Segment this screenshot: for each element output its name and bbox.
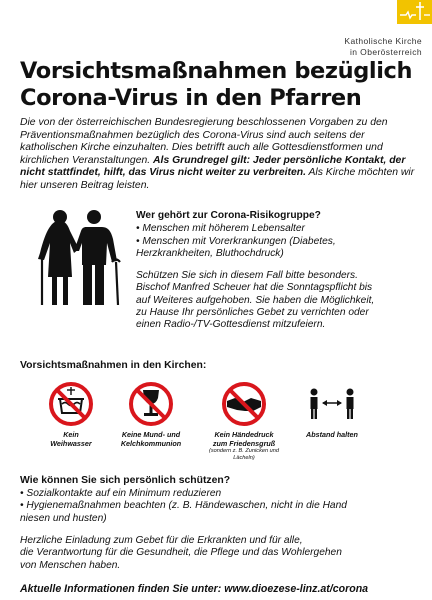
protect-item: • Hygienemaßnahmen beachten (z. B. Händewaschen, nicht in die Hand [20,500,347,512]
no-holy-water-icon [48,381,94,427]
measure-label: Abstand halten [306,430,358,439]
page-title [20,58,420,112]
risk-item: • Menschen mit höherem Lebensalter [136,223,305,235]
risk-item: Herzkrankheiten, Bluthochdruck) [136,247,284,259]
risk-item: • Menschen mit Vorerkrankungen (Diabetes, [136,235,336,247]
measure-keep-distance [287,381,377,440]
protect-item: niesen und husten) [20,512,107,524]
measure-label: Kein Weihwasser [50,430,92,448]
title-line-2: Corona-Virus in den Pfarren [20,85,362,111]
measure-no-holy-water [26,381,116,448]
intro-text-1: Die von der österreichischen Bundesregierung beschlossenen Vorgaben zu den Präventionsmaßnahmen bezüglich des Corona-Virus sind auch seitens der katholischen Kirche einzuhalten. Dies betrifft auch alle Gottesdienstformen und kirchlichen Veranstaltungen. [20,117,388,166]
elderly-couple-icon [30,207,125,312]
cross-ecg-logo-icon [397,0,432,24]
org-line-1: Katholische Kirche [344,36,422,46]
risk-group-list [136,223,426,260]
organization-name [252,36,422,58]
risk-group-title: Wer gehört zur Corona-Risikogruppe? [136,210,321,221]
closing-line: von Menschen haben. [20,559,121,571]
title-line-1: Vorsichtsmaßnahmen bezüglich [20,58,413,84]
protect-item: • Sozialkontakte auf ein Minimum reduzieren [20,488,222,499]
risk-advice-line: Schützen Sie sich in diesem Fall bitte besonders. [136,270,358,282]
protect-title: Wie können Sie sich persönlich schützen? [20,475,231,486]
closing-paragraph [20,535,425,572]
risk-advice-line: auf Weiteres aufgehoben. Sie haben die Möglichkeit, [136,294,375,306]
no-chalice-icon [128,381,174,427]
measure-sublabel: (sondern z. B. Zunicken und Lächeln) [209,448,279,461]
measure-label: Kein Händedruck zum Friedensgruß [212,430,276,448]
intro-paragraph [20,117,420,193]
measures-title: Vorsichtsmaßnahmen in den Kirchen: [20,360,207,371]
intro-bold-rule: Als Grundregel gilt: Jeder persönliche Kontakt, der nicht stattfindet, hilft, das Virus nicht weiter zu verbreiten. [20,154,406,179]
risk-advice-line: Bischof Manfred Scheuer hat die Sonntagspflicht bis [136,282,373,294]
keep-distance-icon [302,381,362,427]
measure-label: Keine Mund- und Kelchkommunion [120,430,182,448]
measure-no-handshake [199,381,289,461]
measure-no-chalice [106,381,196,448]
risk-advice-paragraph [136,270,426,331]
risk-group-section [136,210,426,332]
closing-line: Herzliche Einladung zum Gebet für die Erkrankten und für alle, [20,535,303,546]
footer-info-link: Aktuelle Informationen finden Sie unter: www.dioezese-linz.at/corona [20,583,369,595]
protect-list [20,488,425,525]
closing-line: die Verantwortung für die Gesundheit, die Pflege und das Wohlergehen [20,547,342,559]
intro-text-2: Als Kirche möchten wir hier unseren Beitrag leisten. [20,167,415,191]
risk-advice-line: einen Radio-/TV-Gottesdienst mitzufeiern. [136,319,326,331]
risk-advice-line: zu Hause Ihr persönliches Gebet zu verrichten oder [136,307,369,319]
org-line-2: in Oberösterreich [350,47,422,57]
no-handshake-icon [221,381,267,427]
